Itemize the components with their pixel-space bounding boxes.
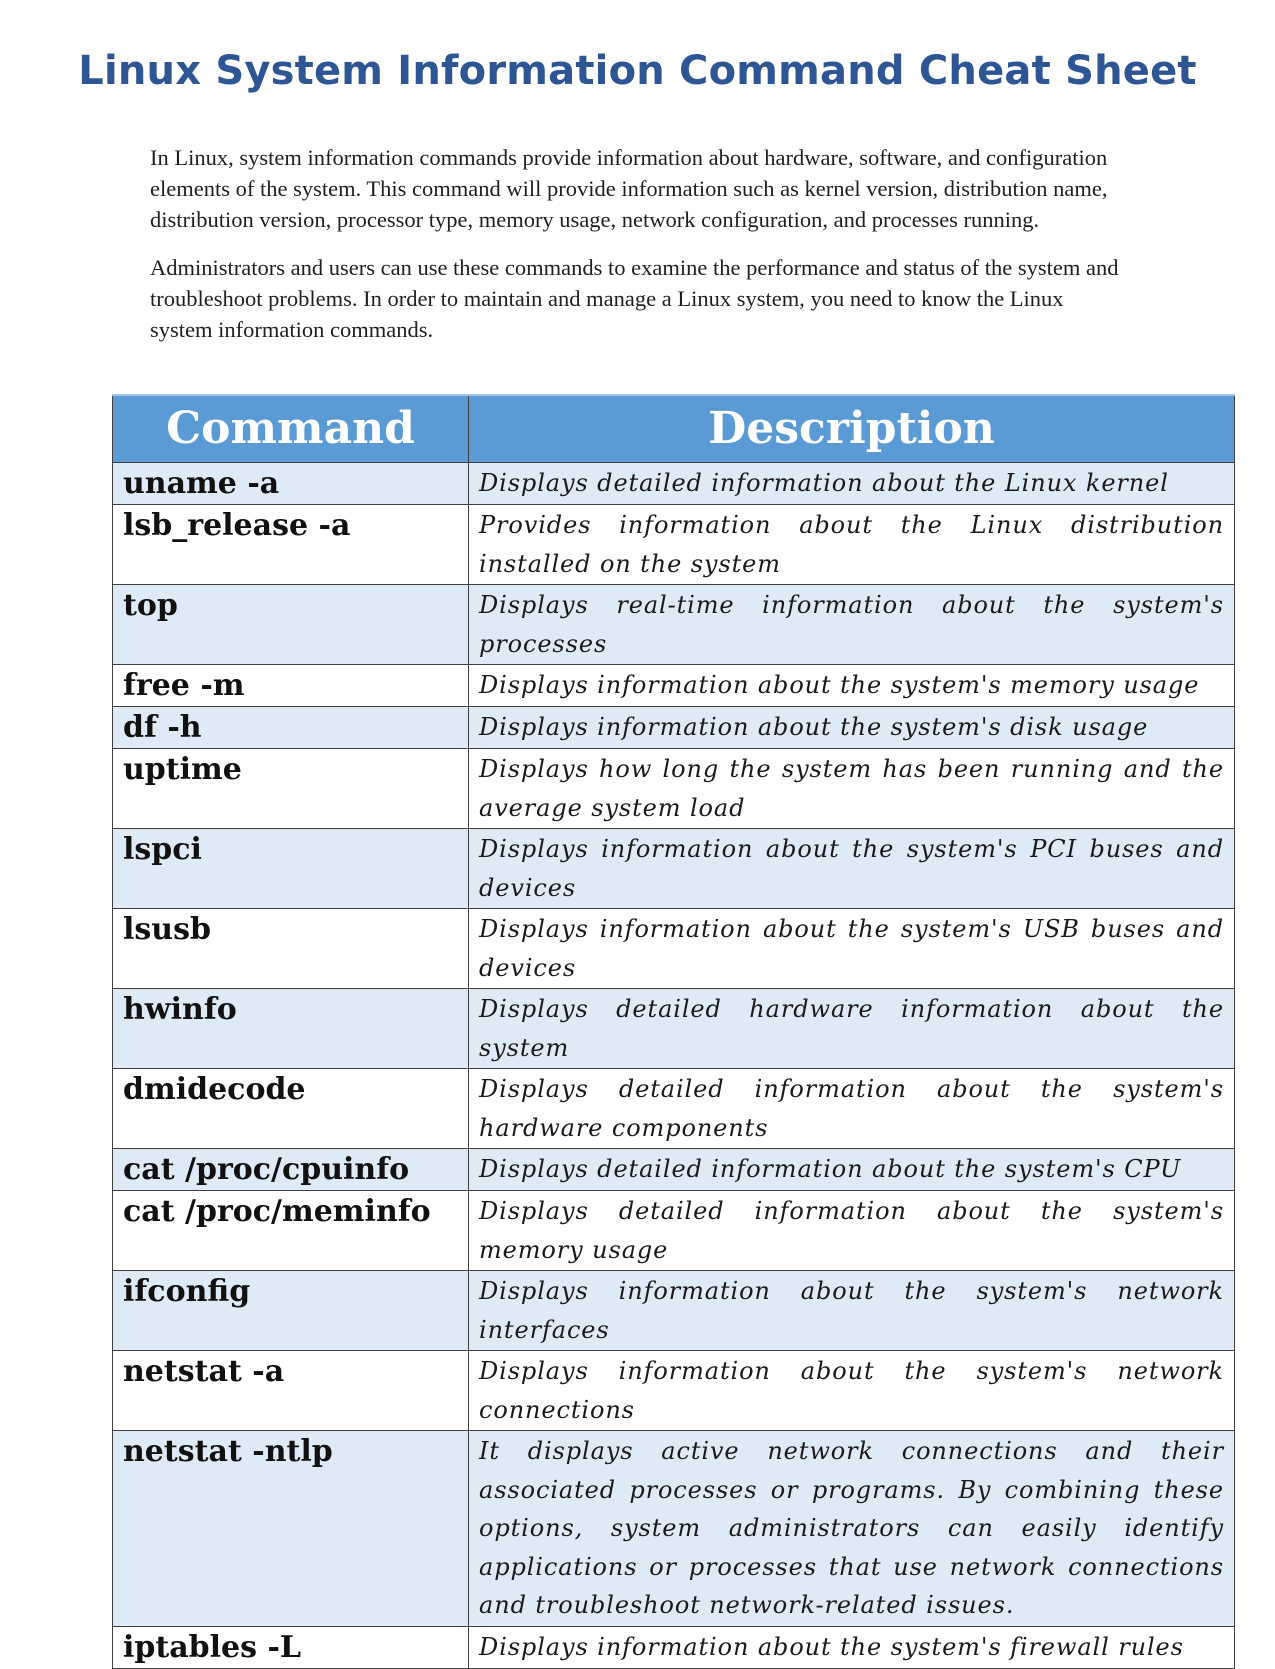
table-row [113, 1431, 1235, 1627]
command-cell: top [113, 585, 469, 665]
table-row [113, 505, 1235, 585]
table-row [113, 1149, 1235, 1191]
intro-paragraph-1: In Linux, system information commands provide information about hardware, software, and configuration elements of the system. This command will provide information such as kernel version, distribution name, distribution version, processor type, memory usage, network configuration, and processes running. [150, 145, 1108, 232]
table-row [113, 829, 1235, 909]
command-cell: uptime [113, 749, 469, 829]
command-cell: ifconfig [113, 1271, 469, 1351]
command-cell: df -h [113, 707, 469, 749]
table-row [113, 463, 1235, 505]
description-cell: Displays information about the system's disk usage [469, 707, 1235, 749]
description-cell: It displays active network connections and their associated processes or programs. By combining these options, system administrators can easily identify applications or processes that use network connections and troubleshoot network-related issues. [469, 1431, 1235, 1627]
command-table [112, 394, 1235, 1669]
description-cell: Displays information about the system's network interfaces [469, 1271, 1235, 1351]
description-cell: Displays information about the system's network connections [469, 1351, 1235, 1431]
command-cell: iptables -L [113, 1626, 469, 1668]
table-row [113, 585, 1235, 665]
description-cell: Displays detailed information about the Linux kernel [469, 463, 1235, 505]
intro-section [150, 142, 1130, 362]
table-row [113, 989, 1235, 1069]
command-cell: free -m [113, 665, 469, 707]
table-row [113, 1626, 1235, 1668]
command-cell: hwinfo [113, 989, 469, 1069]
table-row [113, 1351, 1235, 1431]
page-title: Linux System Information Command Cheat Sheet [78, 48, 1197, 94]
description-cell: Displays information about the system's memory usage [469, 665, 1235, 707]
description-cell: Displays real-time information about the system's processes [469, 585, 1235, 665]
command-cell: uname -a [113, 463, 469, 505]
table-row [113, 909, 1235, 989]
command-cell: netstat -ntlp [113, 1431, 469, 1627]
command-cell: lsb_release -a [113, 505, 469, 585]
table-row [113, 665, 1235, 707]
command-cell: dmidecode [113, 1069, 469, 1149]
description-cell: Provides information about the Linux distribution installed on the system [469, 505, 1235, 585]
description-cell: Displays detailed information about the system's CPU [469, 1149, 1235, 1191]
table-row [113, 749, 1235, 829]
description-cell: Displays information about the system's PCI buses and devices [469, 829, 1235, 909]
description-cell: Displays how long the system has been running and the average system load [469, 749, 1235, 829]
description-cell: Displays information about the system's USB buses and devices [469, 909, 1235, 989]
table-row [113, 707, 1235, 749]
description-cell: Displays detailed hardware information about the system [469, 989, 1235, 1069]
command-cell: cat /proc/cpuinfo [113, 1149, 469, 1191]
table-row [113, 1271, 1235, 1351]
description-cell: Displays information about the system's firewall rules [469, 1626, 1235, 1668]
command-cell: netstat -a [113, 1351, 469, 1431]
description-cell: Displays detailed information about the system's hardware components [469, 1069, 1235, 1149]
table-row [113, 1069, 1235, 1149]
command-column-header: Command [113, 395, 469, 463]
description-cell: Displays detailed information about the system's memory usage [469, 1191, 1235, 1271]
table-header-row [113, 395, 1235, 463]
command-cell: lsusb [113, 909, 469, 989]
description-column-header: Description [469, 395, 1235, 463]
command-cell: lspci [113, 829, 469, 909]
table-row [113, 1191, 1235, 1271]
intro-paragraph-2: Administrators and users can use these commands to examine the performance and status of the system and troubleshoot problems. In order to maintain and manage a Linux system, you need to know the Linux system information commands. [150, 255, 1119, 342]
command-cell: cat /proc/meminfo [113, 1191, 469, 1271]
